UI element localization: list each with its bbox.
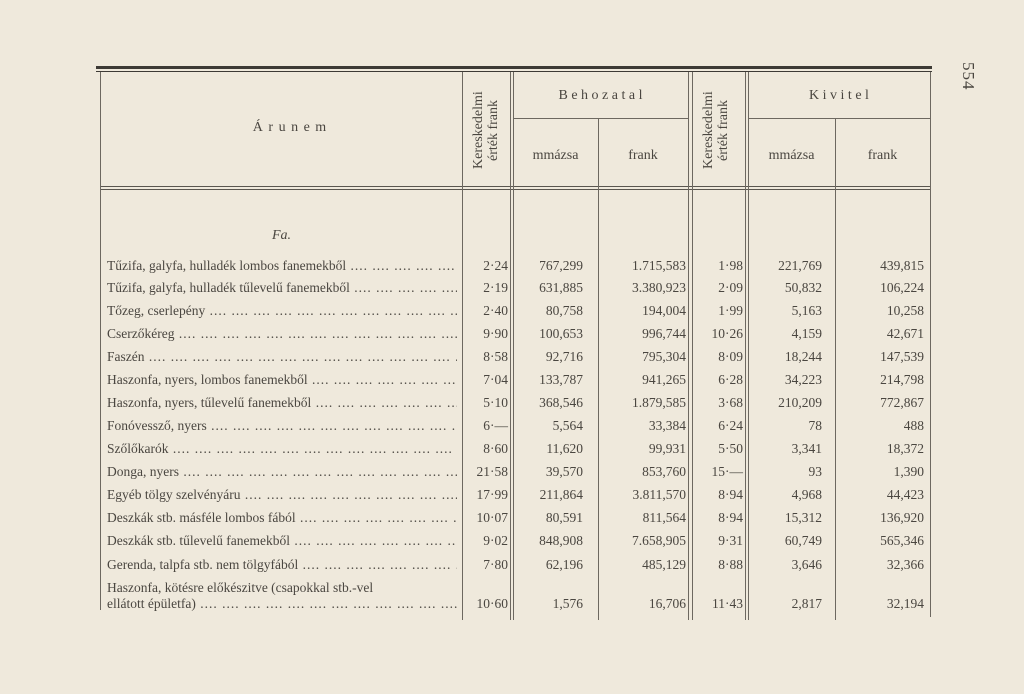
header-import: B e h o z a t a l (558, 88, 643, 103)
header-rule-2 (100, 189, 930, 190)
header-trade-value-export: Kereskedelmi érték frank (701, 91, 731, 169)
table-row: Tőzeg, cserlepény .... 2·40 80,758 194,004 1·99 5,163 10,258 (0, 303, 1024, 325)
top-rule (96, 66, 932, 69)
header-export: K i v i t e l (809, 88, 869, 103)
header-goods: Á r u n e m (252, 120, 328, 135)
table-row: Deszkák stb. másféle lombos fából .... 10·07 80,591 811,564 8·94 15,312 136,920 (0, 510, 1024, 532)
table-row: Tűzifa, galyfa, hulladék lombos fanemekből .... 2·24 767,299 1.715,583 1·98 221,769 439,815 (0, 258, 1024, 280)
table-row: Cserzőkéreg .... 9·90 100,653 996,744 10·26 4,159 42,671 (0, 326, 1024, 348)
section-title: Fa. (272, 228, 292, 243)
header-import-qty: mmázsa (532, 148, 579, 163)
table-row: Haszonfa, nyers, tűlevelű fanemekből .... 5·10 368,546 1.879,585 3·68 210,209 772,867 (0, 395, 1024, 417)
table-row: Donga, nyers .... 21·58 39,570 853,760 15·— 93 1,390 (0, 464, 1024, 486)
header-import-frank: frank (628, 148, 658, 163)
table-row: Fonóvessző, nyers .... 6·— 5,564 33,384 6·24 78 488 (0, 418, 1024, 440)
header-trade-value-import: Kereskedelmi érték frank (471, 91, 501, 169)
table-row: Gerenda, talpfa stb. nem tölgyfából .... 7·80 62,196 485,129 8·88 3,646 32,366 (0, 557, 1024, 579)
export-subheader-rule (748, 118, 930, 119)
page-number: 554 (959, 62, 978, 91)
header-export-qty: mmázsa (768, 148, 815, 163)
import-subheader-rule (513, 118, 688, 119)
table-row: Szőlőkarók .... 8·60 11,620 99,931 5·50 3,341 18,372 (0, 441, 1024, 463)
table-row: Tűzifa, galyfa, hulladék tűlevelű fanemekből .... 2·19 631,885 3.380,923 2·09 50,832 106,224 (0, 280, 1024, 302)
header-rule (100, 186, 930, 187)
top-rule-thin (96, 71, 932, 72)
last-row-name-line1: Haszonfa, kötésre előkészitve (csapokkal stb.-vel (107, 580, 374, 595)
table-row: Faszén .... 8·58 92,716 795,304 8·09 18,244 147,539 (0, 349, 1024, 371)
table-row: Deszkák stb. tűlevelű fanemekből .... 9·02 848,908 7.658,905 9·31 60,749 565,346 (0, 533, 1024, 555)
table-row: Haszonfa, nyers, lombos fanemekből .... 7·04 133,787 941,265 6·28 34,223 214,798 (0, 372, 1024, 394)
table-row: Egyéb tölgy szelvényáru .... 17·99 211,864 3.811,570 8·94 4,968 44,423 (0, 487, 1024, 509)
header-export-frank: frank (867, 148, 898, 163)
table-row-last: ellátott épületfa) .... 10·60 1,576 16,706 11·43 2,817 32,194 (0, 596, 1024, 618)
